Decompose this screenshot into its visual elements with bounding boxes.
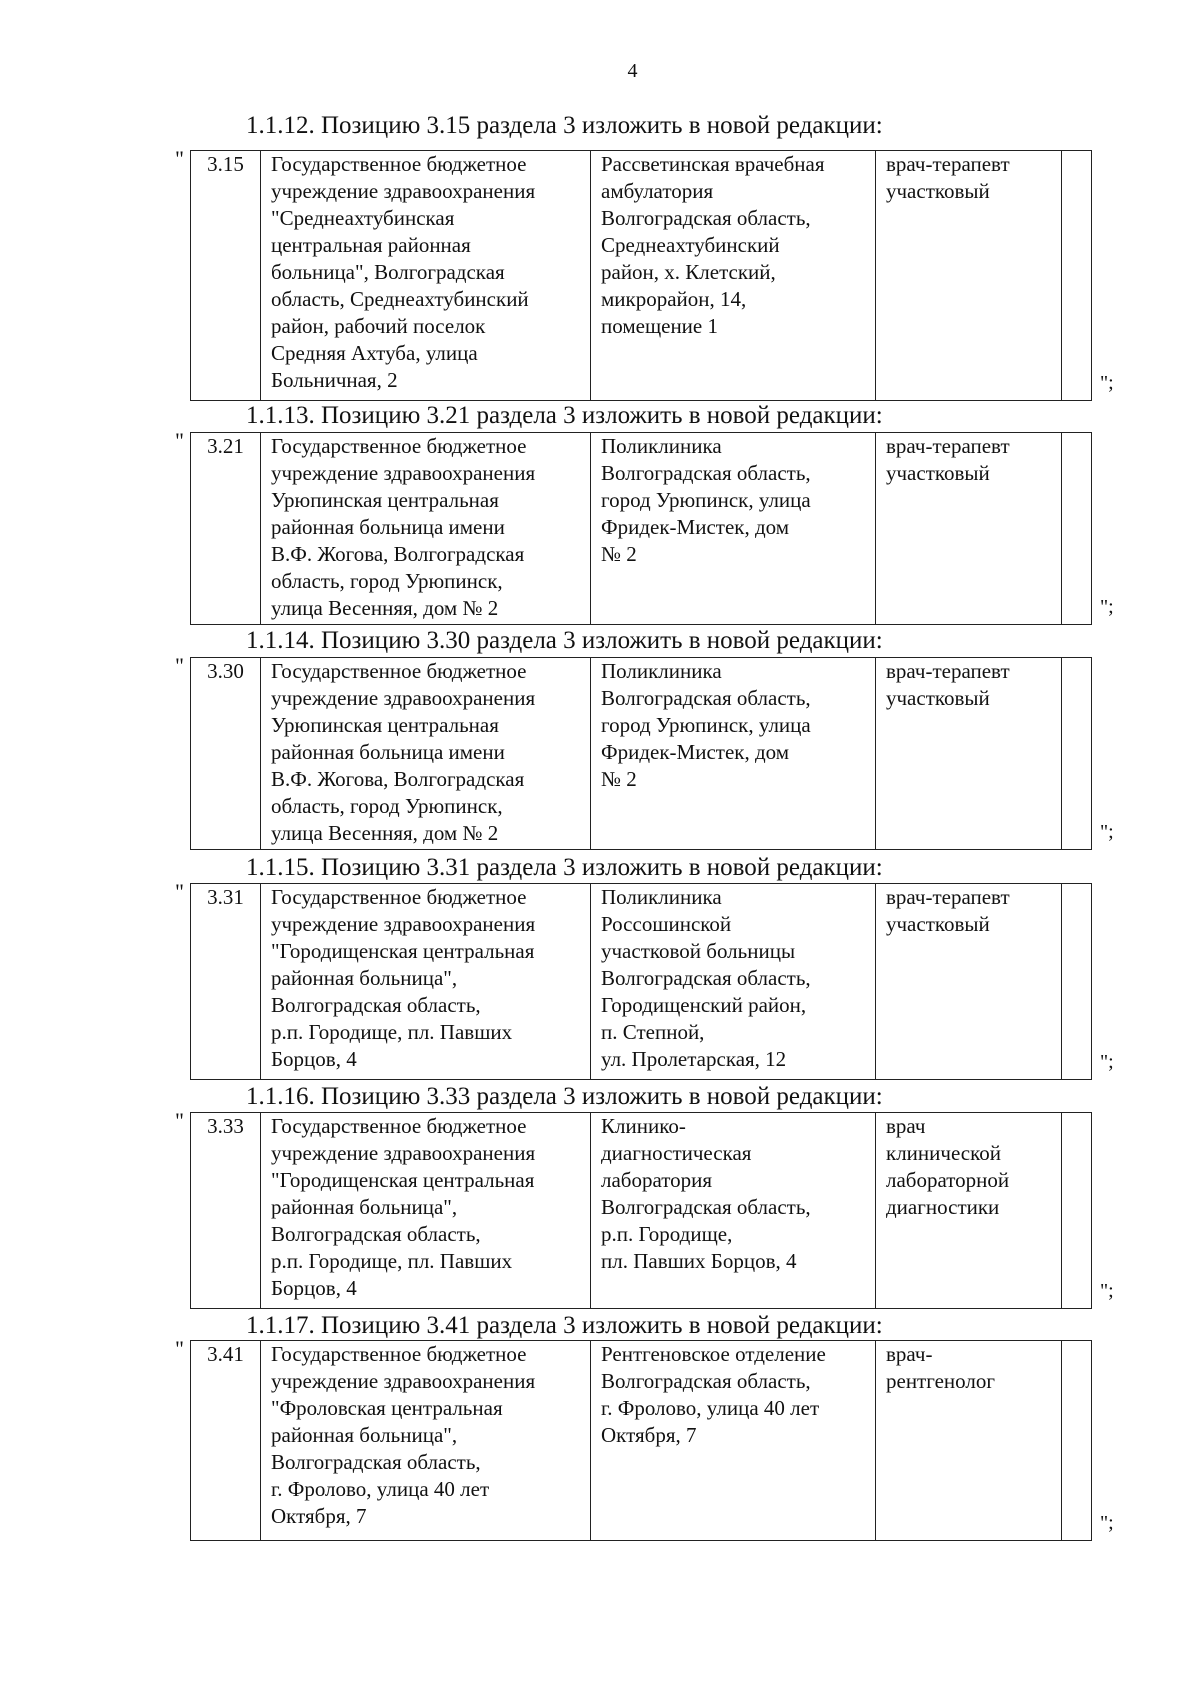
- position-cell-line: диагностики: [886, 1195, 1000, 1219]
- division-cell-line: № 2: [601, 542, 637, 566]
- division-cell-line: участковой больницы: [601, 939, 796, 963]
- position-cell-line: клинической: [886, 1141, 1001, 1165]
- division-cell-line: Фридек-Мистек, дом: [601, 515, 790, 539]
- institution-cell: [261, 433, 591, 625]
- empty-cell: [1062, 658, 1092, 850]
- institution-cell-line: р.п. Городище, пл. Павших: [271, 1020, 513, 1044]
- position-cell-line: врач: [886, 1114, 926, 1138]
- institution-cell-line: Урюпинская центральная: [271, 713, 499, 737]
- closing-quote: ";: [1100, 1051, 1114, 1073]
- institution-cell-line: Государственное бюджетное: [271, 152, 527, 176]
- institution-cell-line: Урюпинская центральная: [271, 488, 499, 512]
- institution-cell-line: "Городищенская центральная: [271, 1168, 535, 1192]
- institution-cell-line: улица Весенняя, дом № 2: [271, 596, 499, 620]
- position-table: [190, 657, 1092, 850]
- division-cell-line: № 2: [601, 767, 637, 791]
- position-cell-line: участковый: [886, 461, 990, 485]
- division-cell-line: Рентгеновское отделение: [601, 1342, 826, 1366]
- division-cell: [591, 1113, 876, 1309]
- institution-cell-line: Волгоградская область,: [271, 1222, 481, 1246]
- division-cell-line: г. Фролово, улица 40 лет: [601, 1396, 820, 1420]
- position-cell-line: врач-терапевт: [886, 152, 1010, 176]
- position-table: [190, 432, 1092, 625]
- division-cell-line: город Урюпинск, улица: [601, 488, 811, 512]
- division-cell-line: микрорайон, 14,: [601, 287, 747, 311]
- division-cell-line: п. Степной,: [601, 1020, 705, 1044]
- institution-cell-line: В.Ф. Жогова, Волгоградская: [271, 767, 525, 791]
- institution-cell: [261, 1341, 591, 1541]
- closing-quote: ";: [1100, 596, 1114, 618]
- institution-cell-line: Больничная, 2: [271, 368, 398, 392]
- institution-cell-line: Государственное бюджетное: [271, 1342, 527, 1366]
- position-cell: [876, 1341, 1062, 1541]
- institution-cell-line: учреждение здравоохранения: [271, 461, 536, 485]
- institution-cell-line: районная больница",: [271, 966, 458, 990]
- table-row: [191, 1113, 1092, 1309]
- position-number: 3.15: [191, 151, 261, 401]
- institution-cell-line: больница", Волгоградская: [271, 260, 505, 284]
- institution-cell-line: учреждение здравоохранения: [271, 912, 536, 936]
- institution-cell-line: районная больница",: [271, 1195, 458, 1219]
- division-cell-line: амбулатория: [601, 179, 714, 203]
- institution-cell-line: районная больница",: [271, 1423, 458, 1447]
- closing-quote: ";: [1100, 1280, 1114, 1302]
- division-cell-line: Октября, 7: [601, 1423, 697, 1447]
- division-cell-line: диагностическая: [601, 1141, 752, 1165]
- division-cell-line: ул. Пролетарская, 12: [601, 1047, 787, 1071]
- empty-cell: [1062, 433, 1092, 625]
- institution-cell: [261, 1113, 591, 1309]
- position-number: 3.21: [191, 433, 261, 625]
- position-cell-line: лабораторной: [886, 1168, 1010, 1192]
- position-number: 3.30: [191, 658, 261, 850]
- amendment-heading: 1.1.14. Позицию 3.30 раздела 3 изложить в новой редакции:: [246, 627, 883, 654]
- institution-cell-line: Государственное бюджетное: [271, 659, 527, 683]
- position-cell-line: врач-терапевт: [886, 885, 1010, 909]
- opening-quote: ": [175, 1336, 184, 1361]
- division-cell: [591, 658, 876, 850]
- opening-quote: ": [175, 1108, 184, 1133]
- position-number: 3.33: [191, 1113, 261, 1309]
- position-cell-line: рентгенолог: [886, 1369, 995, 1393]
- table-row: [191, 151, 1092, 401]
- closing-quote: ";: [1100, 372, 1114, 394]
- closing-quote: ";: [1100, 1512, 1114, 1534]
- table-row: [191, 1341, 1092, 1541]
- institution-cell-line: учреждение здравоохранения: [271, 686, 536, 710]
- division-cell-line: Городищенский район,: [601, 993, 807, 1017]
- institution-cell-line: Государственное бюджетное: [271, 434, 527, 458]
- table-row: [191, 433, 1092, 625]
- institution-cell-line: "Городищенская центральная: [271, 939, 535, 963]
- institution-cell-line: Волгоградская область,: [271, 1450, 481, 1474]
- amendment-heading: 1.1.17. Позицию 3.41 раздела 3 изложить в новой редакции:: [246, 1312, 883, 1339]
- division-cell-line: Россошинской: [601, 912, 732, 936]
- institution-cell-line: Средняя Ахтуба, улица: [271, 341, 478, 365]
- position-cell: [876, 433, 1062, 625]
- division-cell-line: Волгоградская область,: [601, 686, 811, 710]
- amendment-heading: 1.1.15. Позицию 3.31 раздела 3 изложить в новой редакции:: [246, 854, 883, 881]
- division-cell-line: пл. Павших Борцов, 4: [601, 1249, 797, 1273]
- amendment-heading: 1.1.12. Позицию 3.15 раздела 3 изложить в новой редакции:: [246, 112, 883, 139]
- amendment-heading: 1.1.13. Позицию 3.21 раздела 3 изложить в новой редакции:: [246, 402, 883, 429]
- division-cell: [591, 1341, 876, 1541]
- institution-cell-line: г. Фролово, улица 40 лет: [271, 1477, 490, 1501]
- division-cell-line: помещение 1: [601, 314, 718, 338]
- institution-cell-line: Государственное бюджетное: [271, 1114, 527, 1138]
- division-cell-line: Фридек-Мистек, дом: [601, 740, 790, 764]
- position-cell-line: врач-терапевт: [886, 434, 1010, 458]
- institution-cell: [261, 658, 591, 850]
- institution-cell-line: Волгоградская область,: [271, 993, 481, 1017]
- position-number: 3.31: [191, 884, 261, 1080]
- position-cell-line: участковый: [886, 912, 990, 936]
- opening-quote: ": [175, 428, 184, 453]
- institution-cell-line: Государственное бюджетное: [271, 885, 527, 909]
- division-cell-line: Поликлиника: [601, 885, 722, 909]
- institution-cell-line: р.п. Городище, пл. Павших: [271, 1249, 513, 1273]
- position-cell: [876, 1113, 1062, 1309]
- empty-cell: [1062, 151, 1092, 401]
- division-cell-line: р.п. Городище,: [601, 1222, 733, 1246]
- institution-cell: [261, 884, 591, 1080]
- institution-cell-line: область, город Урюпинск,: [271, 794, 503, 818]
- table-row: [191, 884, 1092, 1080]
- institution-cell-line: "Фроловская центральная: [271, 1396, 503, 1420]
- institution-cell-line: учреждение здравоохранения: [271, 179, 536, 203]
- division-cell-line: Среднеахтубинский: [601, 233, 780, 257]
- amendment-heading: 1.1.16. Позицию 3.33 раздела 3 изложить в новой редакции:: [246, 1083, 883, 1110]
- position-cell-line: врач-терапевт: [886, 659, 1010, 683]
- opening-quote: ": [175, 146, 184, 171]
- institution-cell: [261, 151, 591, 401]
- institution-cell-line: центральная районная: [271, 233, 471, 257]
- institution-cell-line: районная больница имени: [271, 740, 505, 764]
- closing-quote: ";: [1100, 821, 1114, 843]
- opening-quote: ": [175, 879, 184, 904]
- division-cell-line: район, х. Клетский,: [601, 260, 776, 284]
- institution-cell-line: В.Ф. Жогова, Волгоградская: [271, 542, 525, 566]
- institution-cell-line: районная больница имени: [271, 515, 505, 539]
- empty-cell: [1062, 884, 1092, 1080]
- institution-cell-line: Борцов, 4: [271, 1276, 357, 1300]
- table-row: [191, 658, 1092, 850]
- position-number: 3.41: [191, 1341, 261, 1541]
- division-cell: [591, 151, 876, 401]
- opening-quote: ": [175, 653, 184, 678]
- institution-cell-line: Борцов, 4: [271, 1047, 357, 1071]
- position-table: [190, 1112, 1092, 1309]
- division-cell-line: город Урюпинск, улица: [601, 713, 811, 737]
- division-cell-line: Поликлиника: [601, 659, 722, 683]
- division-cell: [591, 884, 876, 1080]
- division-cell-line: Волгоградская область,: [601, 1369, 811, 1393]
- institution-cell-line: Октября, 7: [271, 1504, 367, 1528]
- position-table: [190, 883, 1092, 1080]
- position-cell: [876, 151, 1062, 401]
- position-table: [190, 150, 1092, 401]
- position-cell-line: врач-: [886, 1342, 933, 1366]
- position-cell-line: участковый: [886, 686, 990, 710]
- division-cell-line: Волгоградская область,: [601, 1195, 811, 1219]
- institution-cell-line: область, город Урюпинск,: [271, 569, 503, 593]
- division-cell-line: Волгоградская область,: [601, 966, 811, 990]
- division-cell-line: Клинико-: [601, 1114, 686, 1138]
- institution-cell-line: "Среднеахтубинская: [271, 206, 455, 230]
- division-cell-line: Рассветинская врачебная: [601, 152, 825, 176]
- position-cell: [876, 658, 1062, 850]
- empty-cell: [1062, 1341, 1092, 1541]
- institution-cell-line: учреждение здравоохранения: [271, 1369, 536, 1393]
- division-cell-line: Поликлиника: [601, 434, 722, 458]
- division-cell: [591, 433, 876, 625]
- empty-cell: [1062, 1113, 1092, 1309]
- position-table: [190, 1340, 1092, 1541]
- division-cell-line: Волгоградская область,: [601, 461, 811, 485]
- division-cell-line: лаборатория: [601, 1168, 713, 1192]
- institution-cell-line: область, Среднеахтубинский: [271, 287, 529, 311]
- position-cell: [876, 884, 1062, 1080]
- institution-cell-line: учреждение здравоохранения: [271, 1141, 536, 1165]
- division-cell-line: Волгоградская область,: [601, 206, 811, 230]
- institution-cell-line: улица Весенняя, дом № 2: [271, 821, 499, 845]
- position-cell-line: участковый: [886, 179, 990, 203]
- page-number: 4: [627, 60, 638, 82]
- institution-cell-line: район, рабочий поселок: [271, 314, 486, 338]
